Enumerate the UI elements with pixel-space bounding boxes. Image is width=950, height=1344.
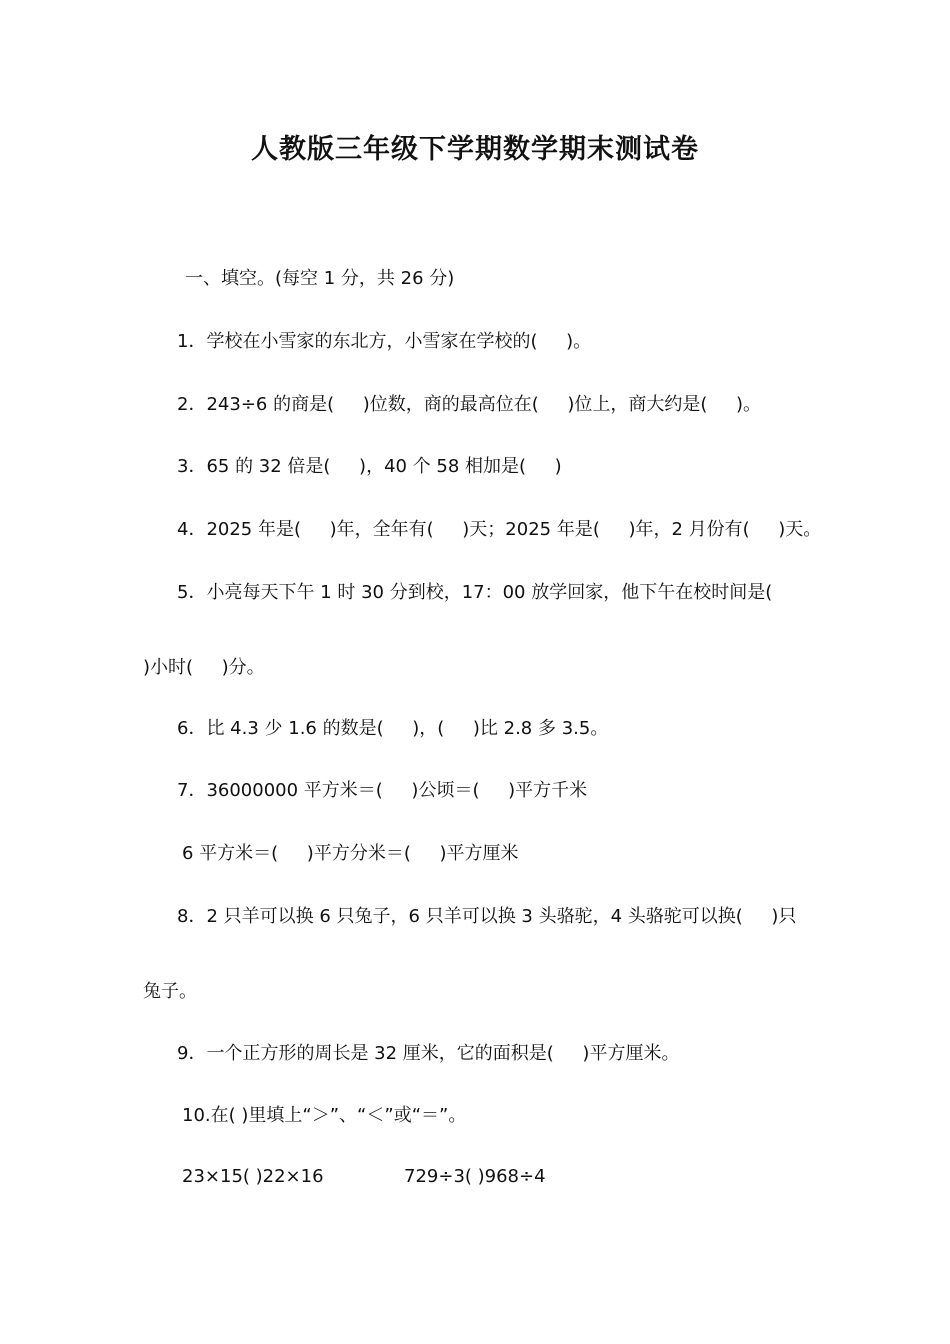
document-title: 人教版三年级下学期数学期末测试卷 — [251, 134, 699, 165]
question-4: 4．2025 年是( )年，全年有( )天；2025 年是( )年，2 月份有( )天。 — [177, 519, 822, 540]
question-8-continuation: 兔子。 — [143, 981, 197, 1002]
question-7-second-line: 6 平方米＝( )平方分米＝( )平方厘米 — [182, 843, 519, 864]
question-5-continuation: )小时( )分。 — [143, 657, 265, 678]
question-6: 6．比 4.3 少 1.6 的数是( )，( )比 2.8 多 3.5。 — [177, 718, 609, 739]
question-10: 10.在( )里填上“＞”、“＜”或“＝”。 — [182, 1105, 467, 1126]
question-8: 8．2 只羊可以换 6 只兔子，6 只羊可以换 3 头骆驼，4 头骆驼可以换( )只 — [177, 906, 797, 927]
question-9: 9．一个正方形的周长是 32 厘米，它的面积是( )平方厘米。 — [177, 1043, 680, 1064]
comparison-2: 729÷3( )968÷4 — [404, 1166, 546, 1187]
question-5: 5．小亮每天下午 1 时 30 分到校，17：00 放学回家，他下午在校时间是( — [177, 582, 773, 603]
question-2: 2．243÷6 的商是( )位数，商的最高位在( )位上，商大约是( )。 — [177, 394, 762, 415]
section-heading: 一、填空。(每空 1 分，共 26 分) — [185, 268, 455, 289]
question-3: 3．65 的 32 倍是( )，40 个 58 相加是( ) — [177, 456, 562, 477]
question-1: 1．学校在小雪家的东北方，小雪家在学校的( )。 — [177, 331, 592, 352]
question-7: 7．36000000 平方米＝( )公顷＝( )平方千米 — [177, 780, 588, 801]
comparison-1: 23×15( )22×16 — [182, 1166, 324, 1187]
